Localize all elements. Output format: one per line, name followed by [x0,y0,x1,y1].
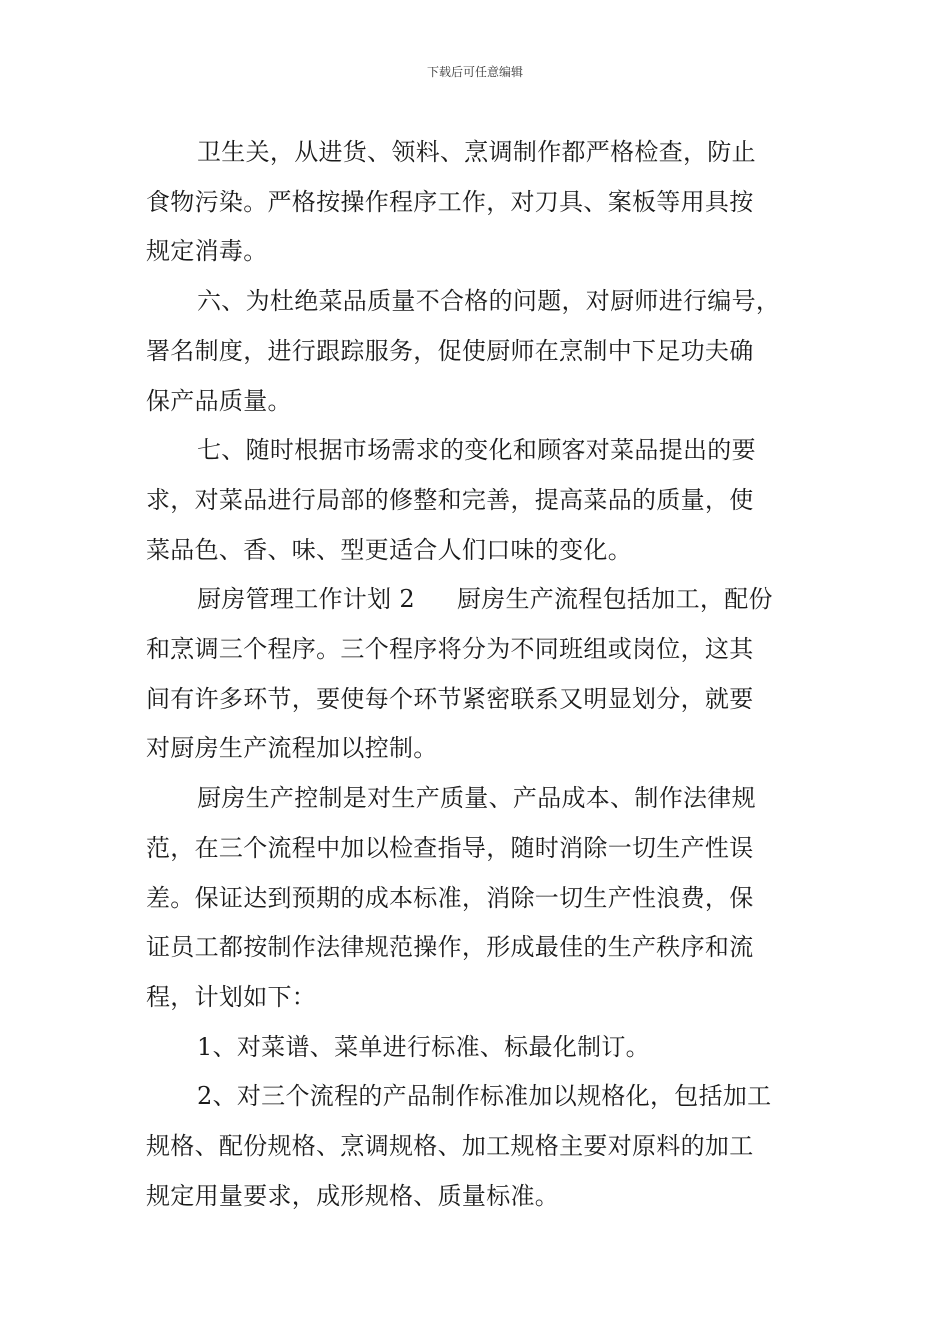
text-line: 规定消毒。 [146,237,268,266]
text-line: 卫生关，从进货、领料、烹调制作都严格检查，防止 [197,138,756,166]
text-line: 菜品色、香、味、型更适合人们口味的变化。 [146,535,632,564]
text-line: 对厨房生产流程加以控制。 [146,734,438,763]
text-line: 七、随时根据市场需求的变化和顾客对菜品提出的要 [197,436,756,465]
text-line: 间有许多环节，要使每个环节紧密联系又明显划分，就要 [146,684,754,713]
text-line: 2、对三个流程的产品制作标准加以规格化，包括加工 [197,1082,772,1111]
page-header: 下载后可任意编辑 [426,65,523,79]
paragraph-item-six [146,277,810,426]
section-heading: 厨房管理工作计划 2 [197,585,415,614]
text-line: 食物污染。严格按操作程序工作，对刀具、案板等用具按 [146,187,754,216]
text-line: 和烹调三个程序。三个程序将分为不同班组或岗位，这其 [146,635,754,664]
paragraph-list-item-2 [146,1072,810,1221]
text-line: 规定用量要求，成形规格、质量标准。 [146,1181,560,1210]
text-fragment: 厨房生产流程包括加工，配份 [456,585,773,614]
text-line [146,575,810,625]
paragraph-item-seven [146,426,810,575]
text-line: 求，对菜品进行局部的修整和完善，提高菜品的质量，使 [146,485,754,514]
text-line: 1、对菜谱、菜单进行标准、标最化制订。 [197,1032,650,1061]
paragraph-plan-two [146,575,810,774]
text-line: 保产品质量。 [146,386,292,415]
document-body [146,128,810,1221]
paragraph-production-control [146,774,810,1023]
paragraph-hygiene [146,128,810,277]
paragraph-list-item-1 [146,1023,810,1073]
text-line: 厨房生产控制是对生产质量、产品成本、制作法律规 [197,784,756,813]
text-line: 署名制度，进行跟踪服务，促使厨师在烹制中下足功夫确 [146,336,754,365]
text-line: 范，在三个流程中加以检查指导，随时消除一切生产性误 [146,833,754,862]
text-line: 差。保证达到预期的成本标准，消除一切生产性浪费，保 [146,883,754,912]
text-line: 六、为杜绝菜品质量不合格的问题，对厨师进行编号， [197,287,781,316]
text-line: 程，计划如下： [146,982,317,1011]
text-line: 证员工都按制作法律规范操作，形成最佳的生产秩序和流 [146,933,754,962]
text-line: 规格、配份规格、烹调规格、加工规格主要对原料的加工 [146,1132,754,1161]
